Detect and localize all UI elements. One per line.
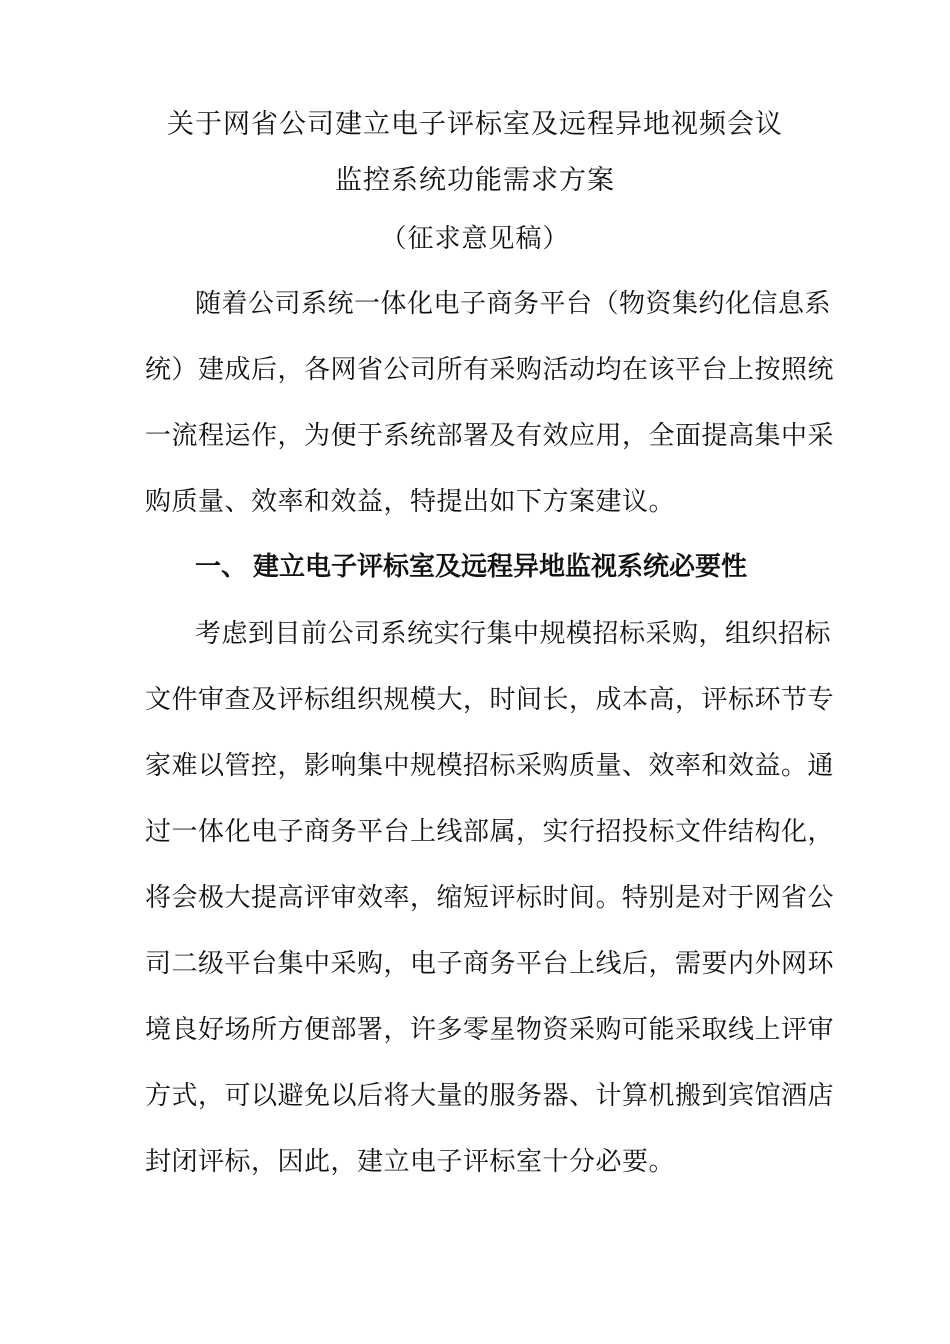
section-1-paragraph-line-9: 封闭评标，因此，建立电子评标室十分必要。 [145, 1147, 676, 1177]
section-1-paragraph-line-6: 司二级平台集中采购，电子商务平台上线后，需要内外网环 [145, 949, 835, 979]
intro-paragraph-line-2: 统）建成后，各网省公司所有采购活动均在该平台上按照统 [145, 355, 835, 385]
section-1-heading [195, 549, 747, 585]
document-title-line-1: 关于网省公司建立电子评标室及远程异地视频会议 [167, 109, 783, 140]
section-1-title: 建立电子评标室及远程异地监视系统必要性 [253, 552, 748, 582]
document-title-line-2: 监控系统功能需求方案 [335, 165, 615, 196]
section-1-paragraph-line-5: 将会极大提高评审效率，缩短评标时间。特别是对于网省公 [145, 883, 835, 913]
intro-paragraph-line-3: 一流程运作，为便于系统部署及有效应用，全面提高集中采 [145, 421, 835, 451]
section-1-paragraph-line-7: 境良好场所方便部署，许多零星物资采购可能采取线上评审 [145, 1015, 835, 1045]
section-1-number: 一、 [195, 552, 248, 582]
section-1-paragraph-line-4: 过一体化电子商务平台上线部属，实行招投标文件结构化， [145, 817, 835, 847]
section-1-paragraph-line-2: 文件审查及评标组织规模大，时间长，成本高，评标环节专 [145, 685, 835, 715]
document-subtitle-draft-note: （征求意见稿） [380, 224, 570, 254]
intro-paragraph-line-1: 随着公司系统一体化电子商务平台（物资集约化信息系 [195, 289, 832, 319]
section-1-paragraph-line-3: 家难以管控，影响集中规模招标采购质量、效率和效益。通 [145, 751, 835, 781]
section-1-paragraph-line-1: 考虑到目前公司系统实行集中规模招标采购，组织招标 [195, 619, 832, 649]
section-1-paragraph-line-8: 方式，可以避免以后将大量的服务器、计算机搬到宾馆酒店 [145, 1081, 835, 1111]
intro-paragraph-line-4: 购质量、效率和效益，特提出如下方案建议。 [145, 487, 676, 517]
